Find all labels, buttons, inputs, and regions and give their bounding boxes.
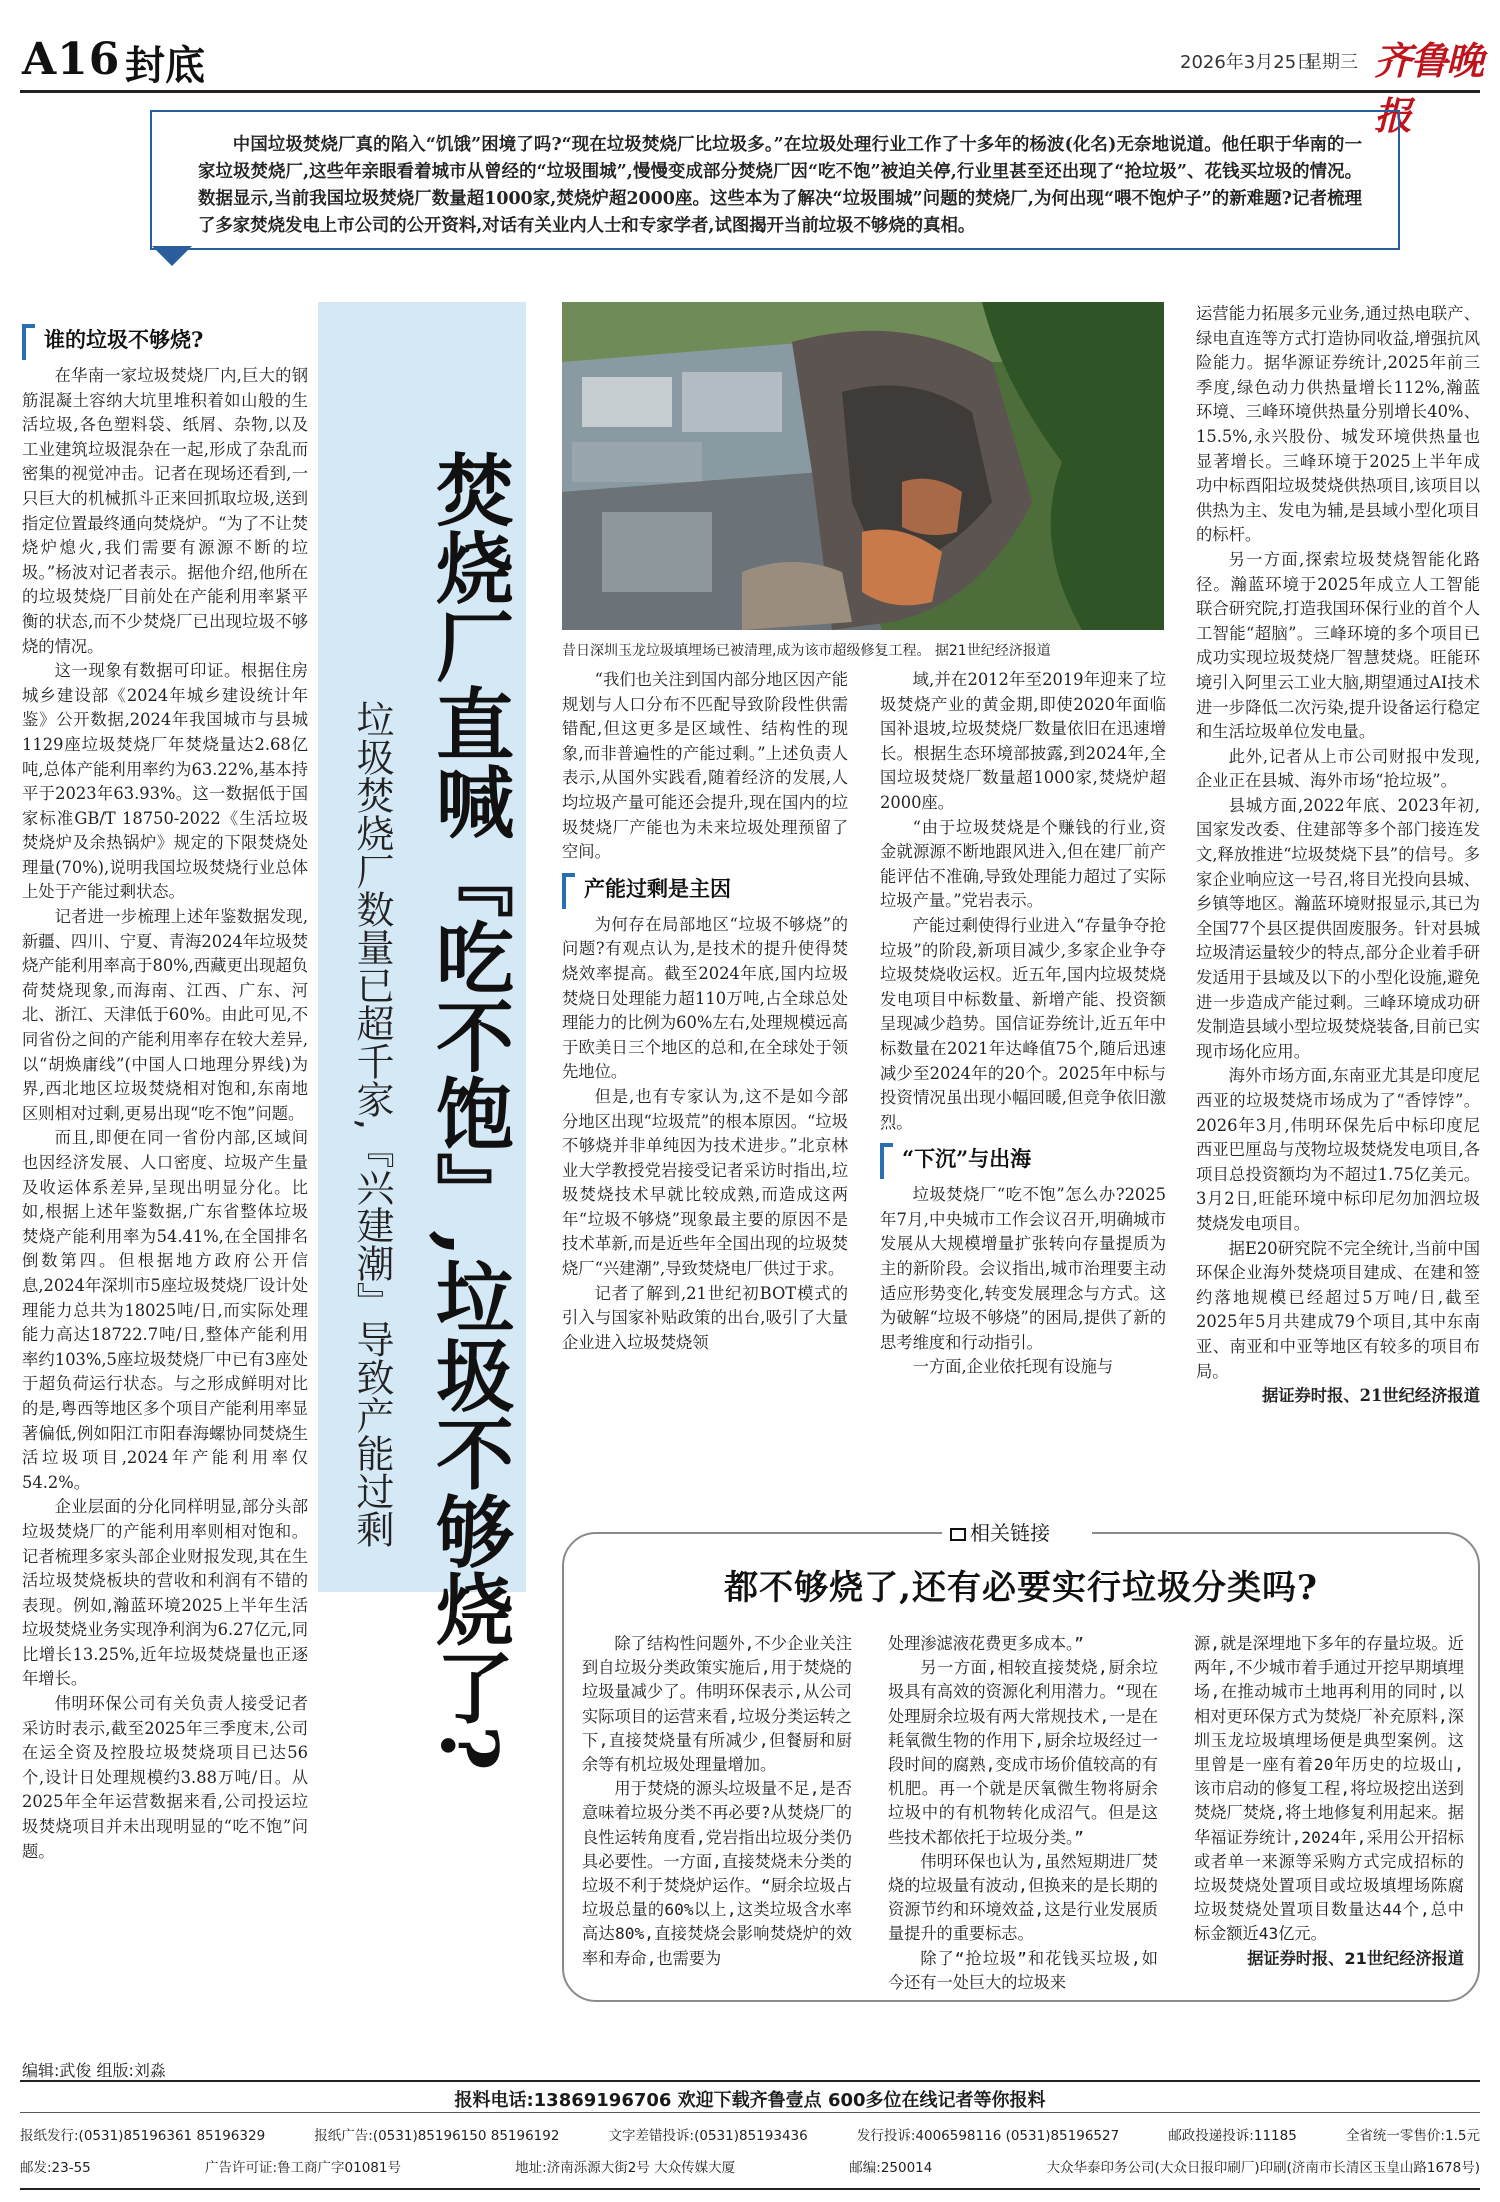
footer-item: 邮编:250014 bbox=[849, 2160, 933, 2176]
source-credit: 据证券时报、21世纪经济报道 bbox=[1261, 1386, 1480, 1406]
related-column-2 bbox=[888, 1632, 1158, 1992]
footer-item: 大众华泰印务公司(大众日报印刷厂)印刷(济南市长清区玉皇山路1678号) bbox=[1046, 2160, 1480, 2176]
paragraph: 海外市场方面,东南亚尤其是印度尼西亚的垃圾焚烧市场成为了“香饽饽”。2026年3月,伟明环保先后中标印度尼西亚巴厘岛与茂物垃圾焚烧发电项目,各项目总投资额均为不超过1.75亿美元。3月2日,旺能环境中标印尼勿加泗垃圾焚烧发电项目。 bbox=[1196, 1066, 1480, 1233]
paragraph: 记者了解到,21世纪初BOT模式的引入与国家补贴政策的出台,吸引了大量企业进入垃圾焚烧领 bbox=[562, 1283, 848, 1352]
footer-item: 邮政投递投诉:11185 bbox=[1168, 2128, 1297, 2144]
related-column-3 bbox=[1194, 1632, 1464, 1982]
paragraph: 垃圾焚烧厂“吃不饱”怎么办?2025年7月,中央城市工作会议召开,明确城市发展从大规模增量扩张转向存量提质为主的新阶段。会议指出,城市治理要主动适应形势变化,转变发展理念与方式。这为破解“垃圾不够烧”的困局,提供了新的思考维度和行动指引。 bbox=[880, 1185, 1166, 1352]
issue-weekday: 星期三 bbox=[1304, 52, 1358, 73]
related-column-1 bbox=[582, 1632, 852, 1982]
footer-rule bbox=[20, 2112, 1480, 2113]
paragraph: 伟明环保也认为,虽然短期进厂焚烧的垃圾量有波动,但换来的是长期的资源节约和环境效益,这是行业发展质量提升的重要标志。 bbox=[888, 1851, 1158, 1944]
paragraph: 另一方面,探索垃圾焚烧智能化路径。瀚蓝环境于2025年成立人工智能联合研究院,打造我国环保行业的首个人工智能“超脑”。三峰环境的多个项目已成功实现垃圾焚烧厂智慧焚烧。旺能环境引入阿里云工业大脑,期望通过AI技术进一步降低二次污染,提升设备运行稳定和生活垃圾单位发电量。 bbox=[1196, 549, 1480, 742]
hotline-banner: 报料电话:13869196706 欢迎下载齐鲁壹点 600多位在线记者等你报料 bbox=[454, 2090, 1046, 2111]
paragraph: 企业层面的分化同样明显,部分头部垃圾焚烧厂的产能利用率则相对饱和。记者梳理多家头部企业财报发现,其在生活垃圾焚烧板块的营收和利润有不错的表现。例如,瀚蓝环境2025上半年生活垃圾焚烧业务实现净利润为6.27亿元,同比增长13.25%,近年垃圾焚烧量也正逐年增长。 bbox=[22, 1497, 308, 1689]
lead-text: 中国垃圾焚烧厂真的陷入“饥饿”困境了吗?“现在垃圾焚烧厂比垃圾多。”在垃圾处理行业工作了十多年的杨波(化名)无奈地说道。他任职于华南的一家垃圾焚烧厂,这些年亲眼看着城市从曾经的“垃圾围城”,慢慢变成部分焚烧厂因“吃不饱”被迫关停,行业里甚至还出现了“抢垃圾”、花钱买垃圾的情况。数据显示,当前我国垃圾焚烧厂数量超1000家,焚烧炉超2000座。这些本为了解决“垃圾围城”问题的焚烧厂,为何出现“喂不饱炉子”的新难题?记者梳理了多家焚烧发电上市公司的公开资料,对话有关业内人士和专家学者,试图揭开当前垃圾不够烧的真相。 bbox=[198, 135, 1362, 236]
landfill-aerial-photo bbox=[562, 302, 1164, 630]
sub-headline: 垃圾焚烧厂数量已超千家,『兴建潮』导致产能过剩 bbox=[350, 700, 394, 1549]
paragraph: 这一现象有数据可印证。根据住房城乡建设部《2024年城乡建设统计年鉴》公开数据,2024年我国城市与县城1129座垃圾焚烧厂年焚烧量达2.68亿吨,总体产能利用率约为63.22%,基本持平于2023年63.93%。这一数据低于国家标准GB/T 18750-2022《生活垃圾焚烧炉及余热锅炉》规定的下限焚烧处理量(70%),说明我国垃圾焚烧行业总体上处于产能过剩状态。 bbox=[22, 661, 308, 902]
paragraph: 运营能力拓展多元业务,通过热电联产、绿电直连等方式打造协同收益,增强抗风险能力。据华源证券统计,2025年前三季度,绿色动力供热量增长112%,瀚蓝环境、三峰环境供热量分别增长40%、15.5%,永兴股份、城发环境供热量也显著增长。三峰环境于2025上半年成功中标酉阳垃圾焚烧供热项目,该项目以供热为主、发电为辅,是县域小型化项目的标杆。 bbox=[1196, 304, 1480, 545]
related-label-text: 相关链接 bbox=[970, 1521, 1050, 1545]
paragraph: 但是,也有专家认为,这不是如今部分地区出现“垃圾荒”的根本原因。“垃圾不够烧并非单纯因为技术进步。”北京林业大学教授党岩接受记者采访时指出,垃圾焚烧技术早就比较成熟,而造成这两年“垃圾不够烧”现象最主要的原因不是技术革新,而是近些年全国出现的垃圾焚烧厂“兴建潮”,导致焚烧电厂供过于求。 bbox=[562, 1086, 848, 1279]
related-title: 都不够烧了,还有必要实行垃圾分类吗? bbox=[724, 1568, 1318, 1608]
footer-item: 邮发:23-55 bbox=[20, 2160, 91, 2176]
paragraph: 除了“抢垃圾”和花钱买垃圾,如今还有一处巨大的垃圾来 bbox=[888, 1948, 1158, 1992]
column-1 bbox=[22, 316, 308, 2056]
paragraph: 处理渗滤液花费更多成本。” bbox=[888, 1634, 1084, 1653]
paragraph: 另一方面,相较直接焚烧,厨余垃圾具有高效的资源化利用潜力。“现在处理厨余垃圾有两大常规技术,一是在耗氧微生物的作用下,厨余垃圾经过一段时间的腐熟,变成市场价值较高的有机肥。再一个就是厌氧微生物将厨余垃圾中的有机物转化成沼气。但是这些技术都依托于垃圾分类。” bbox=[888, 1658, 1158, 1847]
column-3 bbox=[880, 668, 1166, 1518]
subhead-overcapacity: 产能过剩是主因 bbox=[562, 869, 848, 909]
footer-item: 地址:济南泺源大街2号 大众传媒大厦 bbox=[515, 2160, 736, 2176]
footer-item: 发行投诉:4006598116 (0531)85196527 bbox=[856, 2128, 1120, 2144]
paragraph: 除了结构性问题外,不少企业关注到自垃圾分类政策实施后,用于焚烧的垃圾量减少了。伟明环保表示,从公司实际项目的运营来看,垃圾分类运转之下,直接焚烧量有所减少,但餐厨和厨余等有机垃圾处理量增加。 bbox=[582, 1634, 852, 1775]
main-headline: 焚烧厂直喊『吃不饱』,垃圾不够烧了? bbox=[423, 450, 514, 1771]
footer-info-row bbox=[20, 2156, 1480, 2176]
related-label bbox=[950, 1517, 1050, 1546]
column-4 bbox=[1196, 302, 1480, 1492]
paragraph: 而且,即便在同一省份内部,区域间也因经济发展、人口密度、垃圾产生量及收运体系差异,呈现出明显分化。比如,根据上述年鉴数据,广东省整体垃圾焚烧产能利用率为54.41%,在全国排名倒数第四。但根据地方政府公开信息,2024年深圳市5座垃圾焚烧厂设计处理能力总共为18025吨/日,而实际处理能力高达18722.7吨/日,整体产能利用率约103%,5座垃圾焚烧厂中已有3座处于超负荷运行状态。与之形成鲜明对比的是,粤西等地区多个项目产能利用率显著偏低,例如阳江市阳春海螺协同焚烧生活垃圾项目,2024年产能利用率仅54.2%。 bbox=[22, 1128, 308, 1492]
paragraph: 一方面,企业依托现有设施与 bbox=[912, 1357, 1114, 1377]
paragraph: 域,并在2012年至2019年迎来了垃圾焚烧产业的黄金期,即使2020年面临国补退坡,垃圾焚烧厂数量依旧在迅速增长。根据生态环境部披露,到2024年,全国垃圾焚烧厂数量超1000家,焚烧炉超2000座。 bbox=[880, 670, 1166, 812]
paragraph: “我们也关注到国内部分地区因产能规划与人口分布不匹配导致阶段性供需错配,但这更多是区域性、结构性的现象,而非普遍性的产能过剩。”上述负责人表示,从国外实践看,随着经济的发展,人均垃圾产量可能还会提升,现在国内的垃圾焚烧厂产能也为未来垃圾处理预留了空间。 bbox=[562, 670, 848, 862]
paragraph: 此外,记者从上市公司财报中发现,企业正在县城、海外市场“抢垃圾”。 bbox=[1196, 746, 1480, 791]
paragraph: 据E20研究院不完全统计,当前中国环保企业海外焚烧项目建成、在建和签约落地规模已经超过5万吨/日,截至2025年5月共建成79个项目,其中东南亚、南亚和中亚等地区有较多的项目布局。 bbox=[1196, 1238, 1480, 1381]
photo-caption: 昔日深圳玉龙垃圾填埋场已被清理,成为该市超级修复工程。 据21世纪经济报道 bbox=[562, 643, 1051, 659]
section-name: 封底 bbox=[125, 42, 205, 89]
header-rule bbox=[20, 90, 1480, 93]
paragraph: 产能过剩使得行业进入“存量争夺抢垃圾”的阶段,新项目减少,多家企业争夺垃圾焚烧收运权。近五年,国内垃圾焚烧发电项目中标数量、新增产能、投资额呈现减少趋势。国信证券统计,近五年中标数量在2021年达峰值75个,随后迅速减少至2024年的20个。2025年中标与投资情况虽出现小幅回暖,但竞争依旧激烈。 bbox=[880, 915, 1166, 1132]
subhead-sinking-and-overseas: “下沉”与出海 bbox=[880, 1139, 1166, 1179]
paragraph: 伟明环保公司有关负责人接受记者采访时表示,截至2025年三季度末,公司在运全资及控股垃圾焚烧项目已达56个,设计日处理规模约3.88万吨/日。从2025年全年运营数据来看,公司投运垃圾焚烧项目并未出现明显的“吃不饱”问题。 bbox=[22, 1694, 308, 1861]
editors-credit: 编辑:武俊 组版:刘淼 bbox=[22, 2061, 166, 2080]
newspaper-masthead-logo: 齐鲁晚报 bbox=[1374, 38, 1483, 138]
issue-date: 2026年3月25日 bbox=[1180, 52, 1315, 73]
subhead-whose-garbage: 谁的垃圾不够烧? bbox=[22, 320, 308, 360]
lead-box-pointer bbox=[152, 246, 192, 266]
related-box-icon bbox=[950, 1528, 966, 1541]
paragraph: “由于垃圾焚烧是个赚钱的行业,资金就源源不断地跟风进入,但在建厂前产能评估不准确,导致处理能力超过了实际垃圾产量。”党岩表示。 bbox=[880, 817, 1166, 911]
paragraph: 为何存在局部地区“垃圾不够烧”的问题?有观点认为,是技术的提升使得焚烧效率提高。截至2024年底,国内垃圾焚烧日处理能力超110万吨,占全球总处理能力的比例为60%左右,处理规模远高于欧美日三个地区的总和,在全球处于领先地位。 bbox=[562, 914, 848, 1082]
footer-item: 报纸广告:(0531)85196150 85196192 bbox=[314, 2128, 560, 2144]
paragraph: 在华南一家垃圾焚烧厂内,巨大的钢筋混凝土容纳大坑里堆积着如山般的生活垃圾,各色塑料袋、纸屑、杂物,以及工业建筑垃圾混杂在一起,形成了杂乱而密集的视觉冲击。记者在现场还看到,一只巨大的机械抓斗正来回抓取垃圾,送到指定位置最终通向焚烧炉。“为了不让焚烧炉熄火,我们需要有源源不断的垃圾。”杨波对记者表示。据他介绍,他所在的垃圾焚烧厂目前处在产能利用率紧平衡的状态,而不少焚烧厂已出现垃圾不够烧的情况。 bbox=[22, 366, 308, 656]
footer-item: 广告许可证:鲁工商广字01081号 bbox=[204, 2160, 401, 2176]
column-2 bbox=[562, 668, 848, 1518]
footer-rule bbox=[20, 2188, 1480, 2190]
paragraph: 源,就是深埋地下多年的存量垃圾。近两年,不少城市着手通过开挖早期填埋场,在推动城市土地再利用的同时,以相对更环保方式为焚烧厂补充原料,深圳玉龙垃圾填埋场便是典型案例。这里曾是一座有着20年历史的垃圾山,该市启动的修复工程,将垃圾挖出送到焚烧厂焚烧,将土地修复利用起来。据华福证券统计,2024年,采用公开招标或者单一来源等采购方式完成招标的垃圾焚烧处置项目或垃圾填埋场陈腐垃圾焚烧处置项目数量达44个,总中标金额近43亿元。 bbox=[1194, 1634, 1464, 1944]
paragraph: 记者进一步梳理上述年鉴数据发现,新疆、四川、宁夏、青海2024年垃圾焚烧产能利用率高于80%,西藏更出现超负荷焚烧现象,而海南、江西、广东、河北、浙江、天津低于60%。由此可见,不同省份之间的产能利用率存在较大差异,以“胡焕庸线”(中国人口地理分界线)为界,西北地区垃圾焚烧相对饱和,东南地区则相对过剩,更易出现“吃不饱”问题。 bbox=[22, 907, 308, 1123]
page-code: A16 bbox=[22, 34, 121, 85]
footer-item: 文字差错投诉:(0531)85193436 bbox=[608, 2128, 808, 2144]
lead-box bbox=[150, 110, 1400, 250]
footer-contacts-row bbox=[20, 2124, 1480, 2144]
footer-rule bbox=[20, 2080, 1480, 2082]
paragraph: 县城方面,2022年底、2023年初,国家发改委、住建部等多个部门接连发文,释放推进“垃圾焚烧下县”的信号。多家企业响应这一号召,将目光投向县城、乡镇等地区。瀚蓝环境财报显示,其已为全国77个县区提供固废服务。针对县城垃圾清运量较少的特点,部分企业着手研发适用于县域及以下的小型化设施,避免进一步造成产能过剩。三峰环境成功研发制造县域小型垃圾焚烧装备,目前已实现市场化应用。 bbox=[1196, 795, 1480, 1061]
paragraph: 用于焚烧的源头垃圾量不足,是否意味着垃圾分类不再必要?从焚烧厂的良性运转角度看,党岩指出垃圾分类仍具必要性。一方面,直接焚烧未分类的垃圾不利于焚烧炉运作。“厨余垃圾占垃圾总量的60%以上,这类垃圾含水率高达80%,直接焚烧会影响焚烧炉的效率和寿命,也需要为 bbox=[582, 1779, 852, 1968]
footer-item: 全省统一零售价:1.5元 bbox=[1345, 2128, 1480, 2144]
footer-item: 报纸发行:(0531)85196361 85196329 bbox=[20, 2128, 266, 2144]
related-source-credit: 据证券时报、21世纪经济报道 bbox=[1247, 1948, 1464, 1968]
